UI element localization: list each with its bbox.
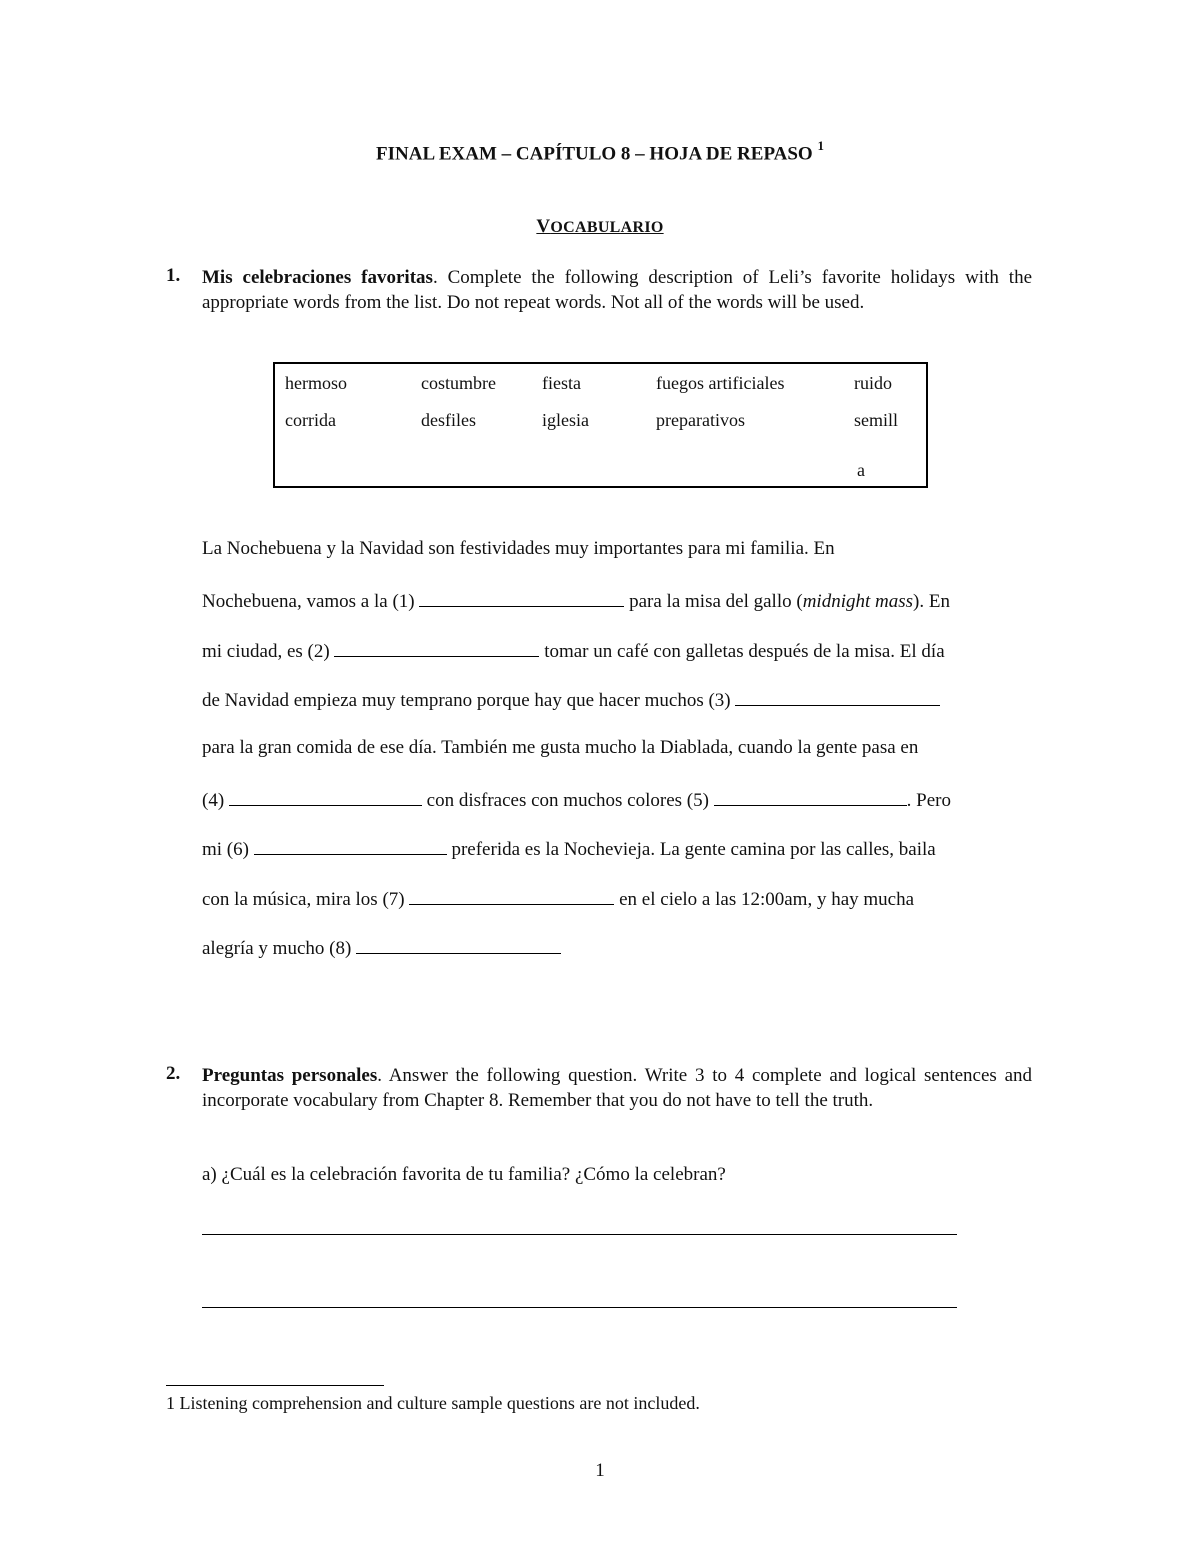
answer-line-1[interactable] xyxy=(202,1234,957,1235)
blank-5[interactable] xyxy=(714,787,907,806)
word-bank-item: preparativos xyxy=(656,410,745,430)
blank-7[interactable] xyxy=(409,886,614,905)
word-bank-item: corrida xyxy=(285,410,336,430)
question-2a: a) ¿Cuál es la celebración favorita de tu familia? ¿Cómo la celebran? xyxy=(202,1164,726,1185)
question-1-text xyxy=(202,265,1032,315)
footnote-separator xyxy=(166,1385,384,1386)
footnote: 1 Listening comprehension and culture sample questions are not included. xyxy=(166,1393,700,1413)
section-heading-initial: V xyxy=(536,216,551,237)
question-2-number: 2. xyxy=(166,1063,181,1084)
word-bank-item: desfiles xyxy=(421,410,476,430)
passage-line xyxy=(202,886,1032,911)
blank-2[interactable] xyxy=(334,638,539,657)
passage-line xyxy=(202,787,1032,812)
passage-line xyxy=(202,588,1032,613)
blank-4[interactable] xyxy=(229,787,422,806)
passage-line xyxy=(202,538,1032,560)
question-2-heading: Preguntas personales xyxy=(202,1065,378,1086)
passage-line xyxy=(202,836,1032,861)
word-bank-item: iglesia xyxy=(542,410,589,430)
passage-text: mi (6) xyxy=(202,839,249,860)
blank-6[interactable] xyxy=(254,836,447,855)
passage-line xyxy=(202,935,1032,960)
passage-text: con la música, mira los (7) xyxy=(202,889,405,910)
passage-text: mi ciudad, es (2) xyxy=(202,641,330,662)
section-heading-rest: OCABULARIO xyxy=(550,219,664,236)
word-bank-item: hermoso xyxy=(285,373,347,393)
page-title xyxy=(0,140,1200,165)
page-number: 1 xyxy=(595,1460,605,1481)
answer-line-2[interactable] xyxy=(202,1307,957,1308)
word-bank-item: fuegos artificiales xyxy=(656,373,785,393)
word-bank-item: semill xyxy=(854,410,898,430)
passage-text: . Pero xyxy=(906,790,951,811)
passage-text: preferida es la Nochevieja. La gente camina por las calles, baila xyxy=(451,839,936,860)
passage-line xyxy=(202,737,1032,759)
word-bank-item: ruido xyxy=(854,373,892,393)
passage-text: ). En xyxy=(913,591,950,612)
passage-text: La Nochebuena y la Navidad son festividades muy importantes para mi familia. En xyxy=(202,538,835,559)
question-1-instructions: . Complete the following description of Leli’s favorite holidays with the appropriate words from the list. Do not repeat words. Not all of the words will be used. xyxy=(202,267,1032,313)
word-bank-item: fiesta xyxy=(542,373,581,393)
passage-text: para la misa del gallo ( xyxy=(629,591,803,612)
section-heading xyxy=(0,216,1200,238)
question-1-number: 1. xyxy=(166,265,181,286)
passage-text: alegría y mucho (8) xyxy=(202,938,352,959)
passage-text: Nochebuena, vamos a la (1) xyxy=(202,591,415,612)
question-2-text xyxy=(202,1063,1032,1113)
word-bank-box xyxy=(273,362,928,488)
passage-text: de Navidad empieza muy temprano porque hay que hacer muchos (3) xyxy=(202,690,731,711)
passage-text: con disfraces con muchos colores (5) xyxy=(426,790,709,811)
blank-1[interactable] xyxy=(419,588,624,607)
passage-text: para la gran comida de ese día. También me gusta mucho la Diablada, cuando la gente pasa en xyxy=(202,737,919,758)
passage-text: tomar un café con galletas después de la misa. El día xyxy=(544,641,945,662)
passage-line xyxy=(202,687,1032,712)
title-text: FINAL EXAM – CAPÍTULO 8 – HOJA DE REPASO xyxy=(376,143,813,165)
question-2-instructions: . Answer the following question. Write 3 to 4 complete and logical sentences and incorporate vocabulary from Chapter 8. Remember that you do not have to tell the truth. xyxy=(202,1065,1033,1111)
passage-line xyxy=(202,638,1032,663)
passage-text: (4) xyxy=(202,790,225,811)
word-bank-item: costumbre xyxy=(421,373,496,393)
blank-8[interactable] xyxy=(356,935,561,954)
question-1-heading: Mis celebraciones favoritas xyxy=(202,267,433,288)
blank-3[interactable] xyxy=(735,687,940,706)
passage-italic: midnight mass xyxy=(802,591,914,612)
word-bank-wrap: a xyxy=(857,460,865,480)
passage-text: en el cielo a las 12:00am, y hay mucha xyxy=(619,889,915,910)
footnote-mark: 1 xyxy=(817,138,824,153)
